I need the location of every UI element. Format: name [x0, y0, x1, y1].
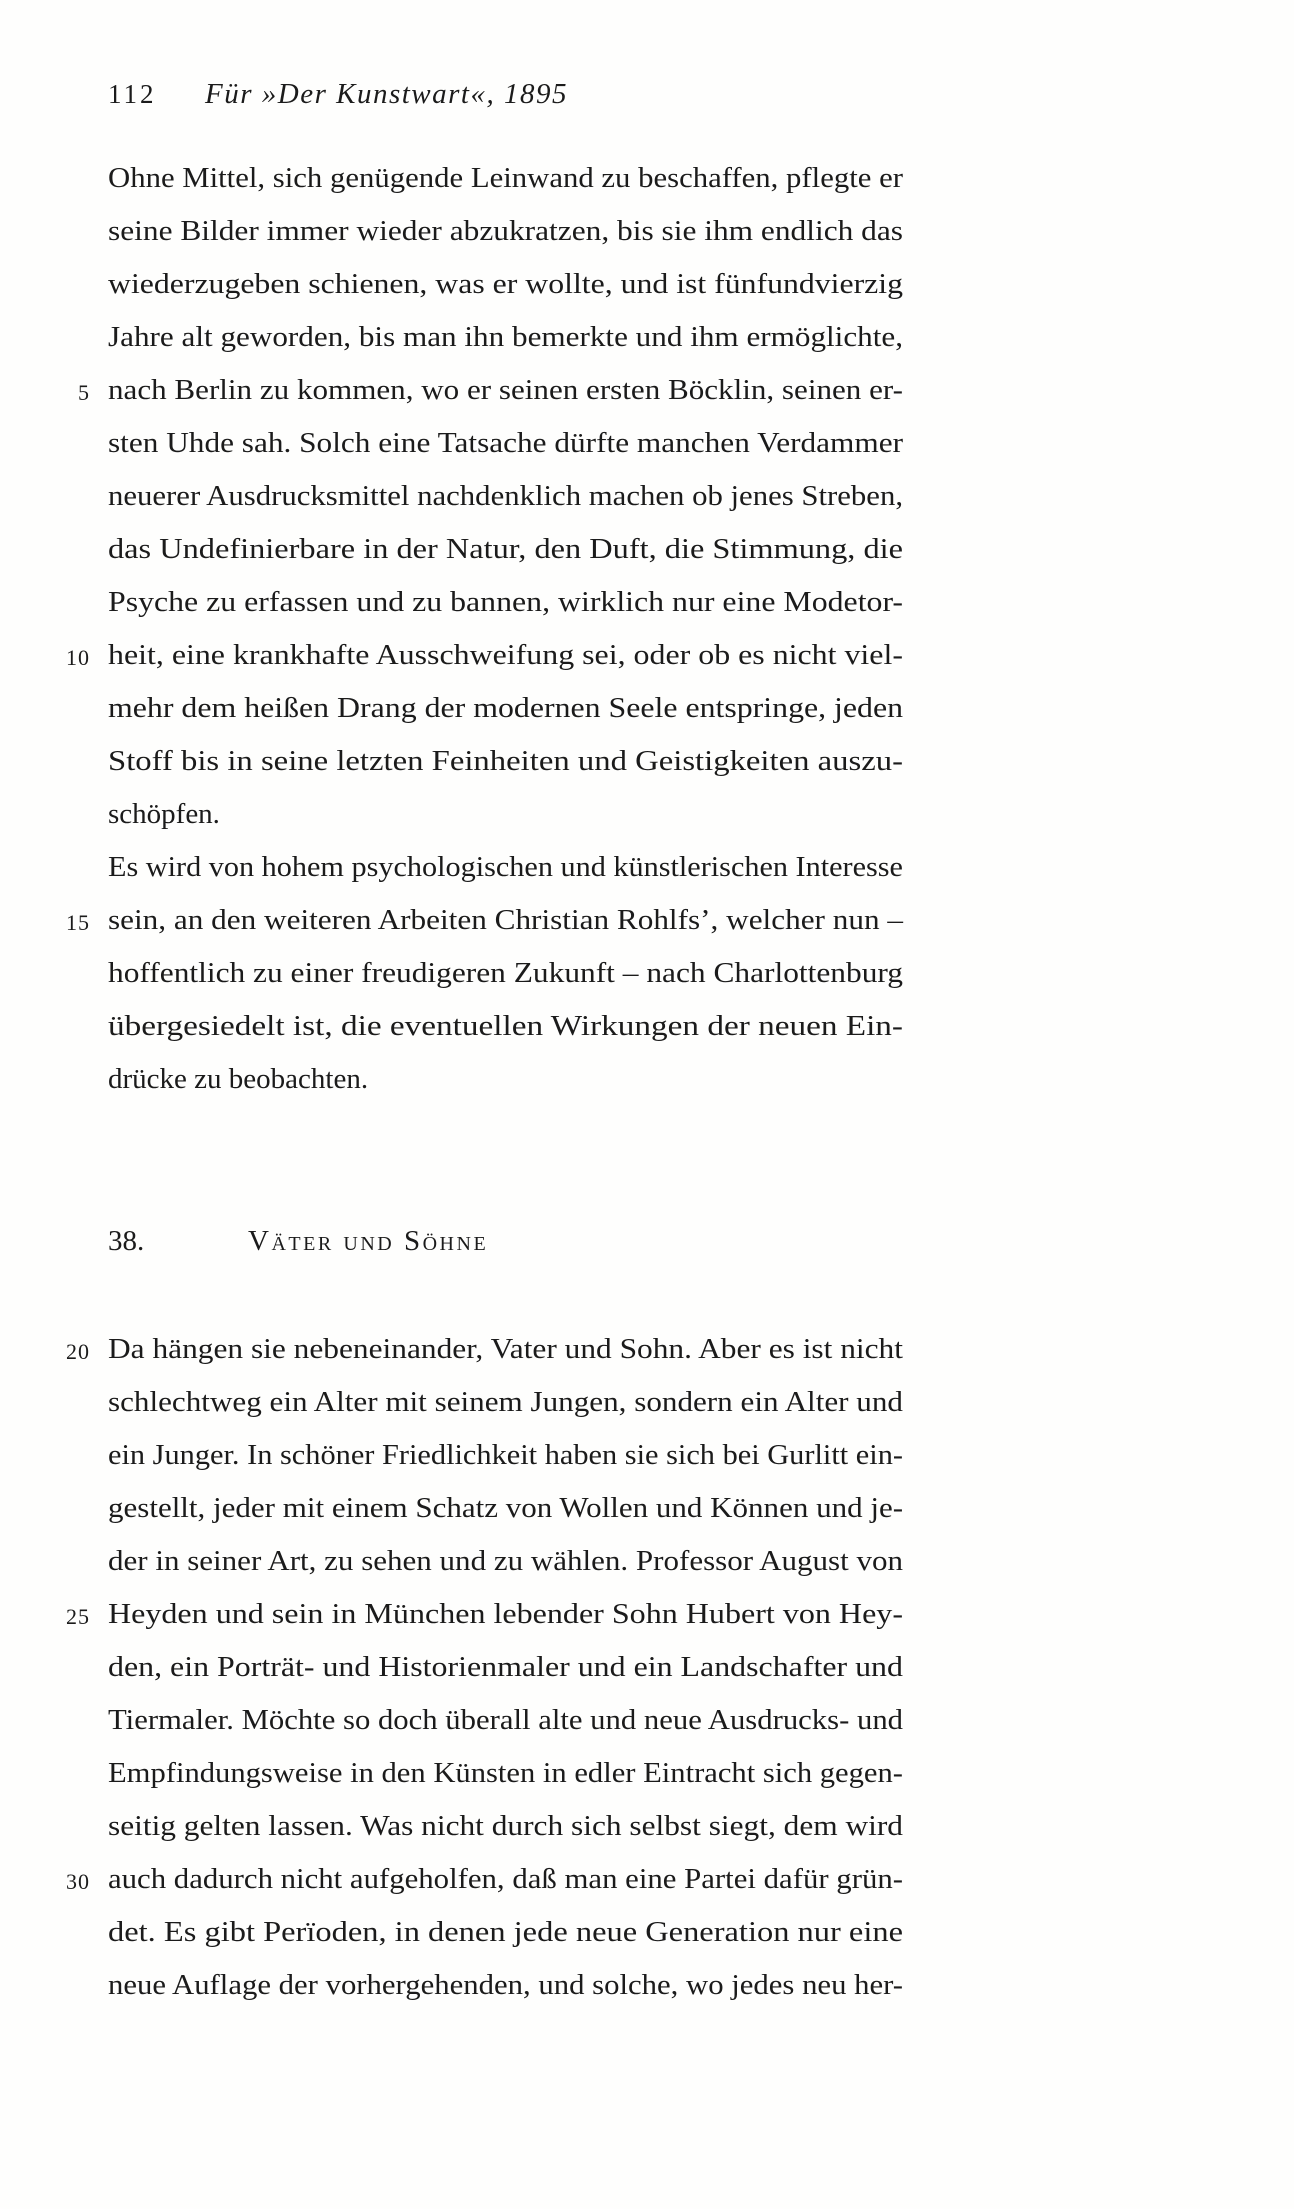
margin-line-number: 20 [66, 1339, 90, 1364]
text-line-content: sten Uhde sah. Solch eine Tatsache dürfte manchen Verdammer [108, 427, 904, 459]
text-line [108, 1906, 903, 1959]
text-line-content: wiederzugeben schienen, was er wollte, und ist fünfundvierzig [108, 268, 904, 300]
text-line [108, 1641, 903, 1694]
text-line-content: Psyche zu erfassen und zu bannen, wirklich nur eine Modetor- [108, 586, 904, 618]
text-line-content: nach Berlin zu kommen, wo er seinen ersten Böcklin, seinen er- [108, 374, 903, 406]
text-line [108, 523, 903, 576]
text-line-content: der in seiner Art, zu sehen und zu wählen. Professor August von [108, 1545, 903, 1577]
text-line [66, 1853, 904, 1906]
text-line [108, 311, 903, 364]
text-line-content: Empfindungsweise in den Künsten in edler Eintracht sich gegen- [108, 1757, 903, 1789]
margin-line-number: 5 [78, 380, 90, 405]
text-line [108, 1000, 903, 1053]
text-line [108, 1694, 903, 1747]
text-line-content: sein, an den weiteren Arbeiten Christian Rohlfs’, welcher nun – [108, 904, 903, 936]
chapter-title: Väter und Söhne [248, 1225, 489, 1257]
text-line [108, 1535, 903, 1588]
text-line [108, 470, 903, 523]
text-line [108, 1429, 903, 1482]
text-line [108, 947, 903, 1000]
text-line [66, 1323, 903, 1376]
text-line [108, 417, 903, 470]
page-header [108, 74, 903, 114]
text-line [108, 682, 903, 735]
text-line-content: Da hängen sie nebeneinander, Vater und Sohn. Aber es ist nicht [108, 1333, 903, 1365]
text-line-content: auch dadurch nicht aufgeholfen, daß man eine Partei dafür grün- [108, 1863, 904, 1895]
text-line-content: seitig gelten lassen. Was nicht durch sich selbst siegt, dem wird [108, 1810, 904, 1842]
running-title: Für »Der Kunstwart«, 1895 [205, 78, 568, 110]
text-line [108, 1959, 903, 2012]
text-line-content: det. Es gibt Perïoden, in denen jede neue Generation nur eine [108, 1916, 904, 1948]
text-line-content: drücke zu beobachten. [108, 1063, 369, 1095]
text-line-content: Tiermaler. Möchte so doch überall alte und neue Ausdrucks- und [108, 1704, 904, 1736]
margin-line-number: 15 [66, 910, 90, 935]
text-line-content: den, ein Porträt- und Historienmaler und ein Landschafter und [108, 1651, 903, 1683]
text-line [66, 1588, 904, 1641]
text-line-content: das Undefinierbare in der Natur, den Duft, die Stimmung, die [108, 533, 904, 565]
text-line [66, 629, 903, 682]
text-line [108, 1376, 903, 1429]
text-line-content: Jahre alt geworden, bis man ihn bemerkte und ihm ermöglichte, [108, 321, 904, 353]
text-line-content: mehr dem heißen Drang der modernen Seele entspringe, jeden [108, 692, 904, 724]
margin-line-number: 25 [66, 1604, 90, 1629]
text-line-content: Stoff bis in seine letzten Feinheiten und Geistigkeiten auszu- [108, 745, 904, 777]
text-line-content: hoffentlich zu einer freudigeren Zukunft – nach Charlottenburg [108, 957, 904, 989]
text-line-content: neue Auflage der vorhergehenden, und solche, wo jedes neu her- [108, 1969, 903, 2001]
text-line [108, 841, 903, 894]
text-line [108, 205, 903, 258]
text-line-content: Ohne Mittel, sich genügende Leinwand zu beschaffen, pflegte er [108, 162, 903, 194]
text-line [108, 576, 903, 629]
text-line-content: übergesiedelt ist, die eventuellen Wirkungen der neuen Ein- [108, 1010, 904, 1042]
text-block-kunstwart [66, 152, 904, 1106]
text-line-content: ein Junger. In schöner Friedlichkeit haben sie sich bei Gurlitt ein- [108, 1439, 903, 1471]
text-line-content: neuerer Ausdrucksmittel nachdenklich machen ob jenes Streben, [108, 480, 904, 512]
text-line-content: heit, eine krankhafte Ausschweifung sei, oder ob es nicht viel- [108, 639, 903, 671]
page-number: 112 [108, 79, 157, 109]
chapter-heading [108, 1215, 903, 1268]
text-line [78, 364, 903, 417]
text-line [108, 258, 903, 311]
text-line [108, 735, 903, 788]
text-line [108, 152, 903, 205]
text-line-content: Heyden und sein in München lebender Sohn Hubert von Hey- [108, 1598, 904, 1630]
text-line-content: Es wird von hohem psychologischen und künstlerischen Interesse [108, 851, 903, 883]
text-line [108, 1482, 903, 1535]
margin-line-number: 10 [66, 645, 90, 670]
text-line [108, 1053, 903, 1106]
text-line-content: seine Bilder immer wieder abzukratzen, bis sie ihm endlich das [108, 215, 904, 247]
text-block-vaeter-und-soehne [66, 1323, 904, 2012]
text-line-content: schöpfen. [108, 798, 220, 830]
text-line-content: schlechtweg ein Alter mit seinem Jungen, sondern ein Alter und [108, 1386, 903, 1418]
text-line [108, 1747, 903, 1800]
margin-line-number: 30 [66, 1869, 90, 1894]
chapter-number: 38. [108, 1225, 145, 1257]
text-line [108, 1800, 903, 1853]
text-line [66, 894, 903, 947]
text-line [108, 788, 903, 841]
text-line-content: gestellt, jeder mit einem Schatz von Wollen und Können und je- [108, 1492, 904, 1524]
